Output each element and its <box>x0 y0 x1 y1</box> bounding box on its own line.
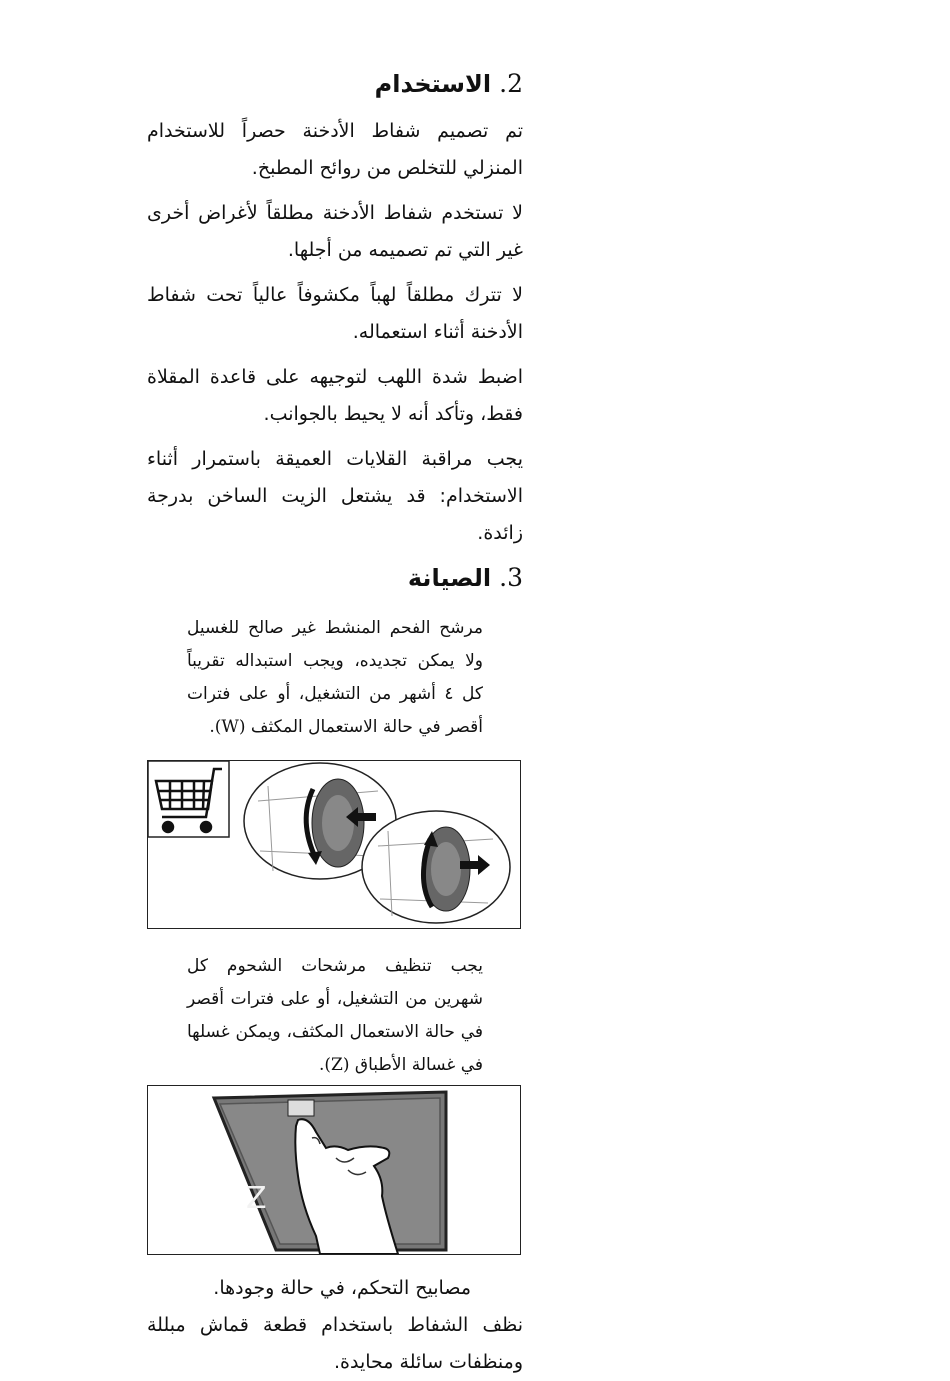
section-maintenance <box>147 562 523 594</box>
grease-filter-illustration <box>148 1086 520 1254</box>
grease-filter-text: يجب تنظيف مرشحات الشحوم كل شهرين من التشغيل، أو على فترات أقصر في حالة الاستعمال المكثف، ويمكن غسلها في غسالة الأطباق <box>187 956 483 1075</box>
lamps-and-cleaning <box>147 1270 523 1381</box>
usage-paragraph: تم تصميم شفاط الأدخنة حصراً للاستخدام المنزلي للتخلص من روائح المطبخ. <box>147 120 523 179</box>
carbon-filter-paragraph <box>187 612 483 744</box>
lamps-text: مصابيح التحكم، في حالة وجودها. <box>213 1277 471 1299</box>
usage-paragraph: لا تترك مطلقاً لهباً مكشوفاً عالياً تحت شفاط الأدخنة أثناء استعماله. <box>147 284 523 343</box>
filter-removal-step-2 <box>362 811 510 923</box>
carbon-filter-text-block <box>187 612 483 744</box>
carbon-filter-text: مرشح الفحم المنشط غير صالح للغسيل ولا يمكن تجديده، ويجب استبداله تقريباً كل ٤ أشهر من التشغيل، أو على فترات أقصر في حالة الاستعمال المكثف <box>187 618 484 737</box>
carbon-filter-label: (W). <box>209 717 246 737</box>
grease-filter-text-block <box>187 950 483 1082</box>
section-usage-heading <box>147 68 523 100</box>
grease-filter-figure <box>147 1085 521 1255</box>
usage-paragraphs <box>147 113 523 552</box>
cleaning-text: نظف الشفاط باستخدام قطعة قماش مبللة ومنظفات سائلة محايدة. <box>147 1314 523 1373</box>
carbon-filter-illustration <box>148 761 520 928</box>
carbon-filter-figure <box>147 760 521 929</box>
usage-paragraph: يجب مراقبة القلايات العميقة باستمرار أثناء الاستخدام: قد يشتعل الزيت الساخن بدرجة زائدة. <box>147 448 523 544</box>
usage-paragraph: اضبط شدة اللهب لتوجيهه على قاعدة المقلاة فقط، وتأكد أنه لا يحيط بالجوانب. <box>147 366 523 425</box>
usage-paragraph: لا تستخدم شفاط الأدخنة مطلقاً لأغراض أخرى غير التي تم تصميمه من أجلها. <box>147 202 523 261</box>
section-usage-title: الاستخدام <box>374 70 492 98</box>
section-maintenance-heading <box>147 562 523 594</box>
section-usage-number: 2. <box>499 69 523 98</box>
grease-filter-paragraph <box>187 950 483 1082</box>
section-maintenance-number: 3. <box>499 563 523 592</box>
grease-filter-label: (Z). <box>319 1055 350 1075</box>
section-usage <box>147 68 523 100</box>
section-maintenance-title: الصيانة <box>407 564 492 592</box>
grease-filter-letter: Z <box>246 1181 267 1216</box>
